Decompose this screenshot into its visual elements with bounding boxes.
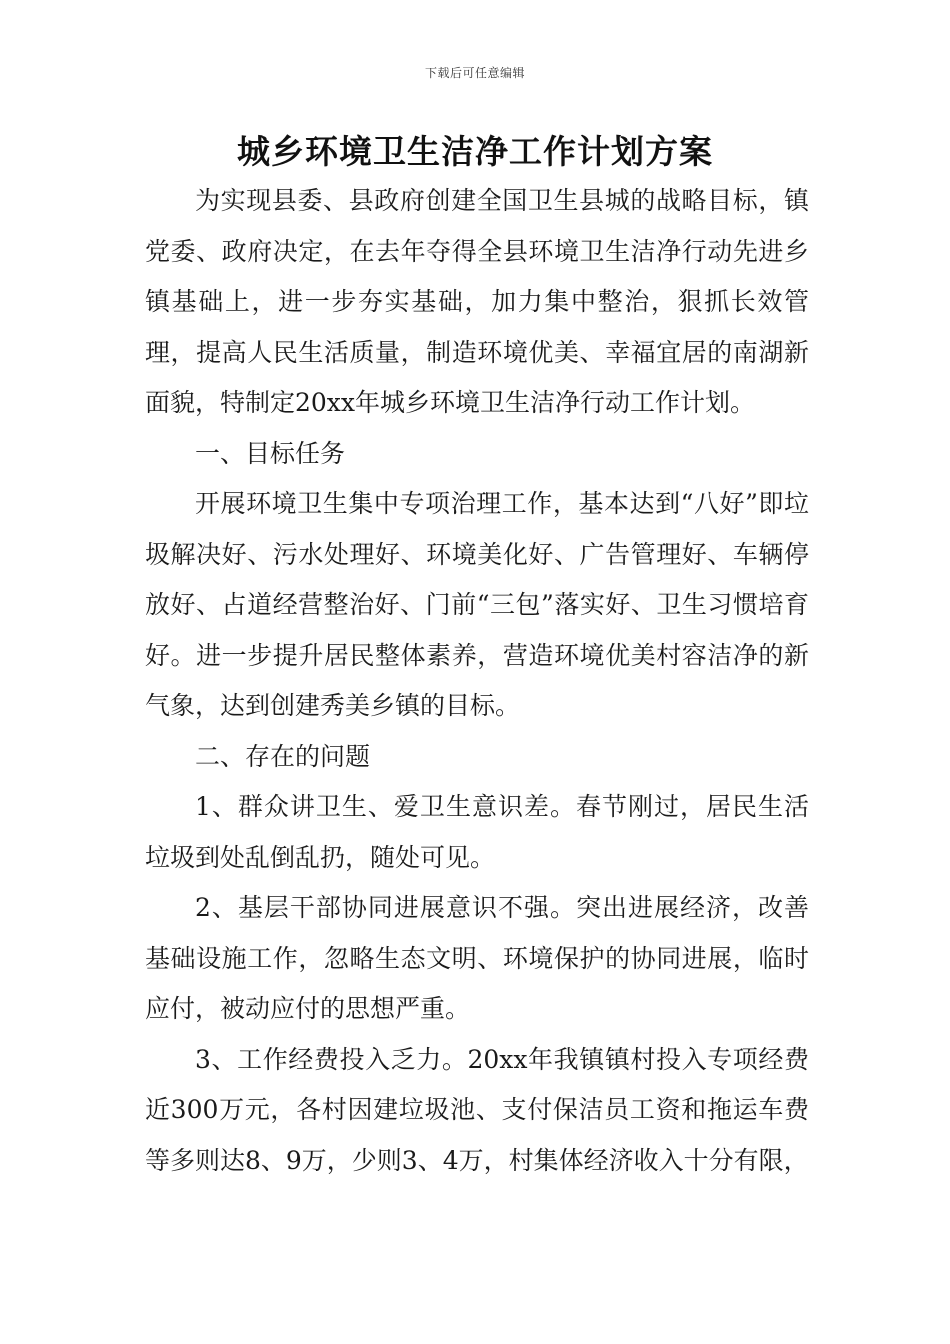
paragraph-problem-2: 2、基层干部协同进展意识不强。突出进展经济，改善基础设施工作，忽略生态文明、环境保护的协同进展，临时应付，被动应付的思想严重。 xyxy=(145,893,809,1023)
document-body xyxy=(145,176,809,1186)
section-heading-goals: 一、目标任务 xyxy=(195,438,346,468)
paragraph-intro: 为实现县委、县政府创建全国卫生县城的战略目标，镇党委、政府决定，在去年夺得全县环境卫生洁净行动先进乡镇基础上，进一步夯实基础，加力集中整治，狠抓长效管理，提高人民生活质量，制造环境优美、幸福宜居的南湖新面貌，特制定20xx年城乡环境卫生洁净行动工作计划。 xyxy=(145,186,809,417)
paragraph-goals: 开展环境卫生集中专项治理工作，基本达到“八好”即垃圾解决好、污水处理好、环境美化好、广告管理好、车辆停放好、占道经营整治好、门前“三包”落实好、卫生习惯培育好。进一步提升居民整体素养，营造环境优美村容洁净的新气象，达到创建秀美乡镇的目标。 xyxy=(145,489,809,720)
section-heading-problems: 二、存在的问题 xyxy=(195,741,371,771)
document-title: 城乡环境卫生洁净工作计划方案 xyxy=(237,132,713,171)
paragraph-problem-1: 1、群众讲卫生、爱卫生意识差。春节刚过，居民生活垃圾到处乱倒乱扔，随处可见。 xyxy=(145,792,809,872)
header-note: 下载后可任意编辑 xyxy=(424,66,525,80)
paragraph-problem-3: 3、工作经费投入乏力。20xx年我镇镇村投入专项经费近300万元，各村因建垃圾池、支付保洁员工资和拖运车费等多则达8、9万，少则3、4万，村集体经济收入十分有限， xyxy=(145,1044,809,1175)
